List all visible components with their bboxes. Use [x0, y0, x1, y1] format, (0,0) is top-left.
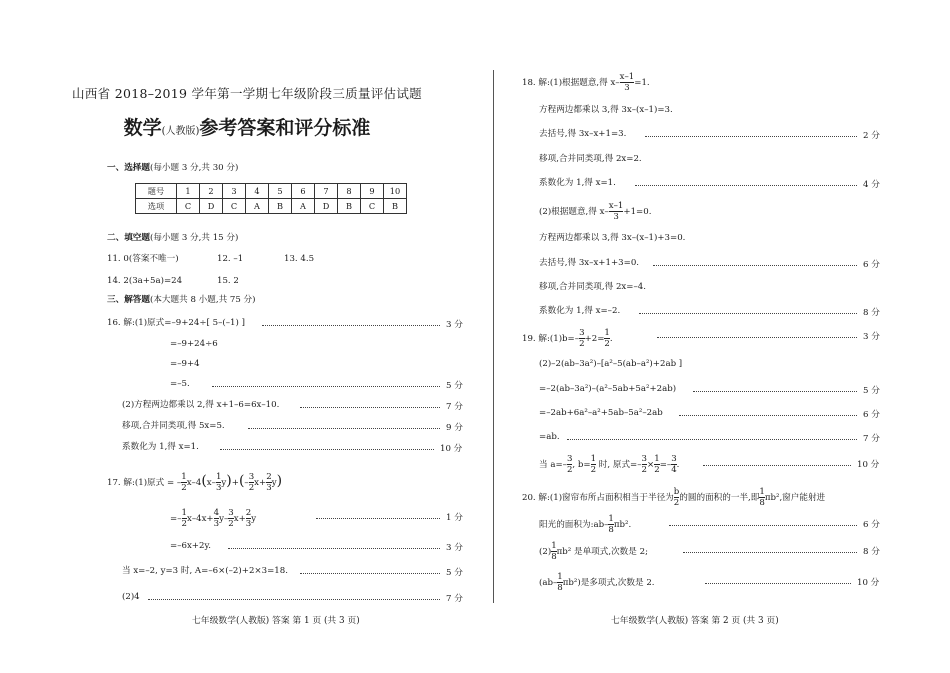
score-mark: 7 分 [446, 402, 463, 412]
q17-lead: 17. 解:(1)原式 = [107, 478, 175, 488]
score-mark: 1 分 [446, 513, 463, 523]
table-cell: 8 [338, 184, 361, 199]
fraction-numerator: 1 [604, 328, 610, 338]
fraction-numerator: 1 [181, 472, 187, 482]
dot-leader [300, 400, 440, 408]
q16-line: 系数化为 1,得 x=1. [122, 442, 199, 452]
q20-line-1 [522, 487, 825, 508]
q16-line: 16. 解:(1)原式=–9+24÷[ 5–(–1) ] [107, 318, 245, 328]
fraction-numerator: 4 [213, 508, 220, 518]
exam-title: 山西省 2018–2019 学年第一学期七年级阶段三质量评估试题 [72, 86, 422, 101]
fraction-numerator: x–1 [608, 201, 624, 211]
q20-text: (2) [539, 547, 552, 557]
q16-line: =–9+4 [170, 359, 200, 369]
q18-line: 系数化为 1,得 x=–2. [539, 306, 621, 316]
table-cell: B [269, 199, 292, 214]
dot-leader [653, 258, 857, 266]
fraction-denominator: 2 [590, 465, 597, 475]
fill-answer-12: 12. –1 [217, 254, 244, 264]
score-mark: 6 分 [863, 520, 880, 530]
score-mark: 9 分 [446, 423, 463, 433]
score-mark: 5 分 [863, 386, 880, 396]
fraction-numerator: 1 [759, 487, 765, 497]
table-cell: 6 [292, 184, 315, 199]
q17-term: + [231, 478, 239, 488]
q17-term: y– [219, 514, 229, 524]
fraction-numerator: 1 [181, 508, 187, 518]
q20-line-4 [539, 572, 655, 593]
fraction-numerator: 2 [266, 472, 272, 482]
q18-line: 方程两边都乘以 3,得 3x–(x–1)+3=0. [539, 233, 686, 243]
row-label: 选项 [136, 199, 177, 214]
dot-leader [639, 306, 857, 314]
table-cell: C [177, 199, 200, 214]
score-mark: 10 分 [857, 578, 880, 588]
section1-note: (每小题 3 分,共 30 分) [149, 163, 239, 173]
page-footer-right: 七年级数学(人教版) 答案 第 2 页 (共 3 页) [611, 616, 779, 626]
fraction-denominator: 2 [579, 339, 585, 349]
fraction-denominator: 8 [551, 552, 557, 562]
q19-text: , b= [572, 460, 591, 470]
title-subject: 数学 [123, 117, 162, 139]
q16-line: =–5. [170, 379, 190, 389]
fill-answer-14: 14. 2(3a+5a)=24 [107, 276, 183, 286]
fraction-numerator: 3 [566, 454, 573, 464]
q17-term: x–4 [186, 478, 202, 488]
score-mark: 4 分 [863, 180, 880, 190]
q18-line: 移项,合并同类项,得 2x=–4. [539, 282, 646, 292]
score-mark: 2 分 [863, 131, 880, 141]
q18-line: 移项,合并同类项,得 2x=2. [539, 154, 642, 164]
dot-leader [300, 566, 440, 574]
column-divider [493, 70, 494, 603]
dot-leader [657, 330, 857, 338]
q19-line-1 [522, 328, 613, 349]
title-rest: 参考答案和评分标准 [199, 117, 371, 139]
q16-line: =–9+24÷6 [170, 339, 218, 349]
fraction-denominator: 3 [613, 212, 619, 222]
fraction-numerator: 1 [551, 541, 557, 551]
q20-text: 阳光的面积为:ab– [539, 520, 609, 530]
q20-line-3 [539, 541, 648, 562]
fraction-numerator: 3 [579, 328, 585, 338]
fraction-numerator: x–1 [619, 72, 635, 82]
q19-text: . [676, 460, 680, 470]
section3-heading [107, 294, 256, 306]
dot-leader [693, 384, 857, 392]
fraction-denominator: 2 [604, 339, 610, 349]
fraction-denominator: 2 [228, 519, 234, 529]
q17-line-5: (2)4 [122, 592, 140, 602]
dot-leader [683, 545, 857, 553]
score-mark: 3 分 [446, 543, 463, 553]
fill-answer-15: 15. 2 [217, 276, 239, 286]
q17-term: =– [170, 514, 182, 524]
score-mark: 7 分 [863, 434, 880, 444]
right-page [497, 0, 950, 673]
fraction-denominator: 3 [266, 483, 272, 493]
fraction-denominator: 2 [654, 465, 660, 475]
q19-line: (2)–2(ab–3a²)–[a²–5(ab–a²)+2ab ] [539, 359, 683, 369]
score-mark: 6 分 [863, 410, 880, 420]
score-mark: 5 分 [446, 568, 463, 578]
fraction-denominator: 8 [759, 498, 765, 508]
choice-answer-table [135, 183, 407, 214]
dot-leader [220, 442, 434, 450]
fraction-denominator: 2 [181, 519, 187, 529]
score-mark: 3 分 [446, 320, 463, 330]
q19-text: . [609, 334, 613, 344]
fraction-denominator: 2 [181, 483, 187, 493]
q20-text: πb²,窗户能射进 [764, 493, 826, 503]
q19-text: =– [659, 460, 672, 470]
q19-line: =–2ab+6a²–a²+5ab–5a²–2ab [539, 408, 663, 418]
table-cell: B [338, 199, 361, 214]
fraction-numerator: 1 [590, 454, 597, 464]
dot-leader [212, 379, 440, 387]
q18-line-6 [539, 201, 651, 222]
dot-leader [248, 421, 440, 429]
fraction-denominator: 2 [248, 483, 255, 493]
section2-label: 二、填空题 [107, 233, 150, 243]
score-mark: 8 分 [863, 308, 880, 318]
table-cell: C [361, 199, 384, 214]
dot-leader [669, 518, 857, 526]
fraction-denominator: 2 [673, 498, 680, 508]
q19-line: =–2(ab–3a²)–(a²–5ab+5a²+2ab) [539, 384, 677, 394]
table-cell: 1 [177, 184, 200, 199]
table-cell: 4 [246, 184, 269, 199]
table-cell: 10 [384, 184, 407, 199]
fraction-numerator: 3 [641, 454, 648, 464]
dot-leader [645, 129, 857, 137]
table-cell: 2 [200, 184, 223, 199]
dot-leader [228, 541, 440, 549]
fraction-numerator: 1 [608, 514, 614, 524]
table-row [136, 184, 407, 199]
fraction-numerator: 1 [557, 572, 563, 582]
section2-heading [107, 232, 238, 244]
q20-text: 的圆的面积的一半,即 [679, 493, 760, 503]
section3-note: (本大题共 8 小题,共 75 分) [149, 295, 256, 305]
q17-line-3: =–6x+2y. [170, 541, 211, 551]
fraction-numerator: 3 [228, 508, 234, 518]
q17-term: x–4x+ [186, 514, 214, 524]
table-cell: 9 [361, 184, 384, 199]
dot-leader [148, 592, 440, 600]
q17-term: x+ [233, 514, 246, 524]
q20-text: (ab– [539, 578, 558, 588]
score-mark: 10 分 [857, 460, 880, 470]
fraction-denominator: 8 [608, 525, 614, 535]
q19-text: 当 a=– [539, 460, 567, 470]
q19-text: × [647, 460, 655, 470]
score-mark: 10 分 [440, 444, 463, 454]
table-cell: C [223, 199, 246, 214]
q16-line: (2)方程两边都乘以 2,得 x+1–6=6x–10. [122, 400, 280, 410]
q20-line-2 [539, 514, 631, 535]
table-cell: A [246, 199, 269, 214]
page-footer-left: 七年级数学(人教版) 答案 第 1 页 (共 3 页) [192, 616, 360, 626]
q20-text: 20. 解:(1)窗帘布所占面积相当于半径为 [522, 493, 674, 503]
fraction-denominator: 3 [215, 483, 222, 493]
q18-text: (2)根据题意,得 x– [539, 207, 609, 217]
dot-leader [262, 318, 440, 326]
q19-text: 19. 解:(1)b=– [522, 334, 580, 344]
score-mark: 8 分 [863, 547, 880, 557]
section2-note: (每小题 3 分,共 15 分) [149, 233, 239, 243]
fraction-numerator: 3 [248, 472, 255, 482]
q20-text: πb² 是单项式,次数是 2; [556, 547, 648, 557]
q19-text: 时, 原式=– [596, 460, 642, 470]
score-mark: 7 分 [446, 594, 463, 604]
dot-leader [635, 178, 857, 186]
fraction-numerator: 1 [654, 454, 660, 464]
q17-term: y [271, 478, 277, 488]
q18-line: 方程两边都乘以 3,得 3x–(x–1)=3. [539, 105, 673, 115]
section1-label: 一、选择题 [107, 163, 150, 173]
q17-term: x– [206, 478, 216, 488]
dot-leader [705, 576, 851, 584]
fraction-denominator: 2 [641, 465, 648, 475]
fraction-numerator: 2 [245, 508, 252, 518]
q19-text: +2= [584, 334, 605, 344]
q16-line: 移项,合并同类项,得 5x=5. [122, 421, 225, 431]
dot-leader [567, 432, 857, 440]
table-cell: 3 [223, 184, 246, 199]
q17-line-2 [170, 508, 256, 529]
q17-term: y [251, 514, 257, 524]
fraction-denominator: 3 [624, 83, 630, 93]
q20-text: πb²)是多项式,次数是 2. [562, 578, 655, 588]
q17-term: x+ [254, 478, 267, 488]
table-cell: B [384, 199, 407, 214]
row-label: 题号 [136, 184, 177, 199]
q18-text: 18. 解:(1)根据题意,得 x– [522, 78, 620, 88]
q20-text: πb². [613, 520, 632, 530]
q18-text: +1=0. [623, 207, 652, 217]
q19-line: =ab. [539, 432, 560, 442]
section1-heading [107, 162, 238, 174]
score-mark: 5 分 [446, 381, 463, 391]
q18-line-1 [522, 72, 650, 93]
fraction-numerator: 1 [215, 472, 222, 482]
fill-answer-11: 11. 0(答案不唯一) [107, 254, 179, 264]
dot-leader [703, 458, 851, 466]
q18-line: 去括号,得 3x–x+1=3. [539, 129, 627, 139]
answer-key-title [0, 113, 494, 140]
q18-text: =1. [634, 78, 650, 88]
q17-line-4: 当 x=–2, y=3 时, A=–6×(–2)+2×3=18. [122, 566, 288, 576]
table-cell: 5 [269, 184, 292, 199]
q19-line-6 [539, 454, 679, 475]
score-mark: 6 分 [863, 260, 880, 270]
table-row [136, 199, 407, 214]
fraction-denominator: 2 [566, 465, 573, 475]
fraction-denominator: 4 [671, 465, 677, 475]
fill-answer-13: 13. 4.5 [284, 254, 315, 264]
q17-line-1: 17. 解:(1)原式 = – $\frac{1}{2}$ x–4(x– $\frac{1}{3}$ y)+(– $\frac{3}{2}$ x+ $\frac{2}{3}$ y) [107, 472, 283, 493]
fraction-denominator: 3 [213, 519, 220, 529]
table-cell: D [315, 199, 338, 214]
fraction-denominator: 8 [557, 583, 563, 593]
q17-term: y [221, 478, 227, 488]
q18-line: 去括号,得 3x–x+1+3=0. [539, 258, 640, 268]
fraction-numerator: b [673, 487, 680, 497]
q18-line: 系数化为 1,得 x=1. [539, 178, 616, 188]
dot-leader [316, 511, 440, 519]
section3-label: 三、解答题 [107, 295, 150, 305]
table-cell: D [200, 199, 223, 214]
dot-leader [679, 408, 857, 416]
score-mark: 3 分 [863, 332, 880, 342]
title-edition: (人教版) [161, 126, 200, 137]
fraction-denominator: 3 [245, 519, 252, 529]
table-cell: 7 [315, 184, 338, 199]
table-cell: A [292, 199, 315, 214]
fraction-numerator: 3 [671, 454, 677, 464]
